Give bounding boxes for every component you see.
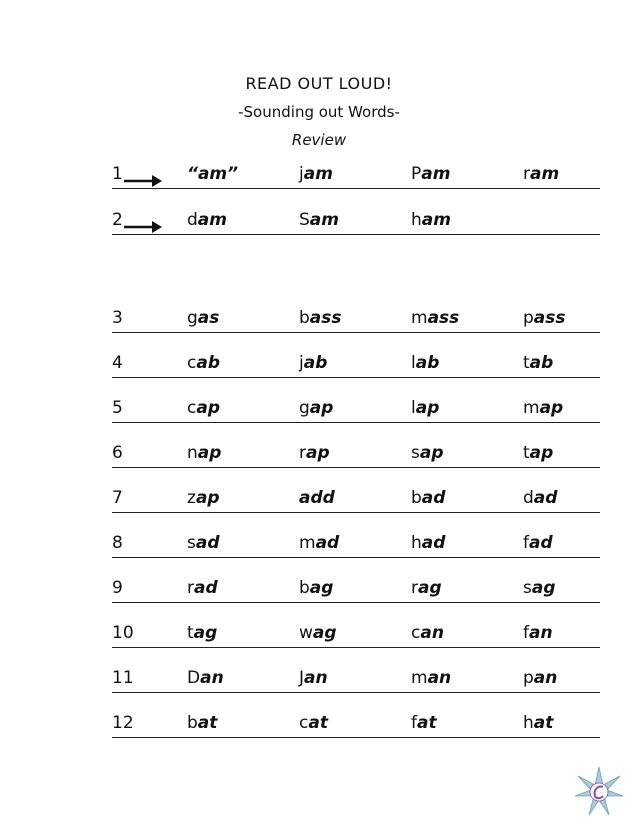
word: jam	[299, 164, 333, 184]
row-number: 6	[112, 443, 123, 463]
word: cat	[299, 713, 328, 733]
word: cap	[187, 398, 220, 418]
word: tag	[187, 623, 218, 643]
word: man	[411, 668, 452, 688]
word: sag	[523, 578, 556, 598]
word: bass	[299, 308, 342, 328]
word: zap	[187, 488, 220, 508]
word: jab	[299, 353, 328, 373]
word: dam	[187, 210, 227, 230]
row-number: 10	[112, 623, 134, 643]
word: rag	[411, 578, 442, 598]
word: add	[299, 488, 335, 508]
row-number: 11	[112, 668, 134, 688]
word: map	[523, 398, 564, 418]
row-number: 7	[112, 488, 123, 508]
word-row	[112, 164, 600, 189]
row-number: 9	[112, 578, 123, 598]
word: mass	[411, 308, 460, 328]
word: Sam	[299, 210, 339, 230]
word: mad	[299, 533, 340, 553]
star-logo-icon	[574, 766, 624, 816]
word-row	[112, 578, 600, 603]
word-row	[112, 210, 600, 235]
review-label: Review	[291, 131, 347, 149]
word: dad	[523, 488, 558, 508]
word-row	[112, 443, 600, 468]
word-row	[112, 488, 600, 513]
word: Jan	[299, 668, 328, 688]
word: Dan	[187, 668, 224, 688]
word: tab	[523, 353, 554, 373]
word-row	[112, 308, 600, 333]
word: nap	[187, 443, 222, 463]
word: pass	[523, 308, 566, 328]
word-row	[112, 533, 600, 558]
word: fad	[523, 533, 553, 553]
word: lab	[411, 353, 440, 373]
word-row	[112, 623, 600, 648]
arrow-right-icon	[124, 175, 162, 187]
word-row	[112, 398, 600, 423]
row-number: 4	[112, 353, 123, 373]
word: bag	[299, 578, 334, 598]
word: gap	[299, 398, 334, 418]
word: gas	[187, 308, 220, 328]
word: fat	[411, 713, 437, 733]
row-number: 8	[112, 533, 123, 553]
arrow-right-icon	[124, 221, 162, 233]
word: sad	[187, 533, 220, 553]
word: ram	[523, 164, 560, 184]
row-number: 3	[112, 308, 123, 328]
word: can	[411, 623, 444, 643]
word: Pam	[411, 164, 451, 184]
word: cab	[187, 353, 220, 373]
page-subtitle: -Sounding out Words-	[238, 103, 400, 121]
word-row	[112, 713, 600, 738]
page-title: READ OUT LOUD!	[245, 74, 393, 93]
word: bad	[411, 488, 446, 508]
row-number: 12	[112, 713, 134, 733]
word: bat	[187, 713, 218, 733]
word: pan	[523, 668, 558, 688]
word: sap	[411, 443, 444, 463]
word-row	[112, 668, 600, 693]
word: wag	[299, 623, 337, 643]
word: rad	[187, 578, 218, 598]
row-number: 2	[112, 210, 123, 230]
word: rap	[299, 443, 330, 463]
word: hat	[523, 713, 554, 733]
row-number: 5	[112, 398, 123, 418]
word: fan	[523, 623, 553, 643]
word: ham	[411, 210, 451, 230]
word: “am”	[187, 164, 239, 184]
row-number: 1	[112, 164, 123, 184]
word: tap	[523, 443, 554, 463]
word: lap	[411, 398, 440, 418]
word: had	[411, 533, 446, 553]
word-row	[112, 353, 600, 378]
